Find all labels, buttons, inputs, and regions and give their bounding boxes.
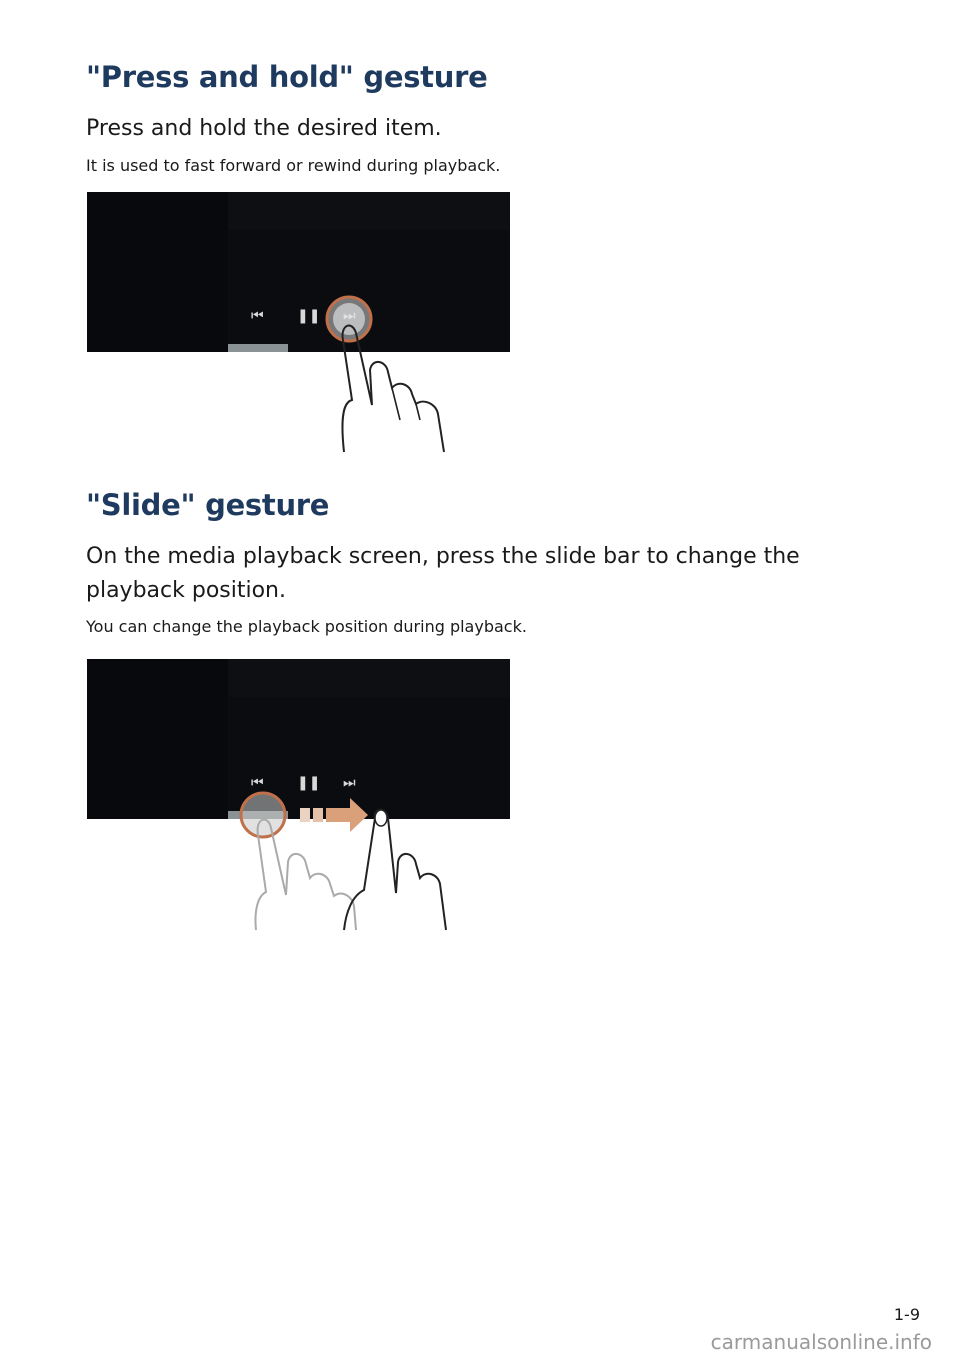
section-title-slide: "Slide" gesture <box>86 488 330 522</box>
page-number: 1-9 <box>893 1305 920 1324</box>
slide-lead: On the media playback screen, press the slide bar to change the playback position. <box>86 544 800 603</box>
watermark: carmanualsonline.info <box>710 1330 932 1354</box>
pause-icon: ❚❚ <box>297 308 321 324</box>
slide-note: You can change the playback position during playback. <box>86 617 527 636</box>
next-track-icon: ⏭ <box>343 775 356 791</box>
previous-track-icon: ⏮ <box>251 775 264 791</box>
press-hold-lead: Press and hold the desired item. <box>86 116 442 141</box>
previous-track-icon: ⏮ <box>251 308 264 324</box>
section-title-press-hold: "Press and hold" gesture <box>86 60 488 94</box>
pause-icon: ❚❚ <box>297 775 321 791</box>
press-hold-note: It is used to fast forward or rewind during playback. <box>86 156 501 175</box>
